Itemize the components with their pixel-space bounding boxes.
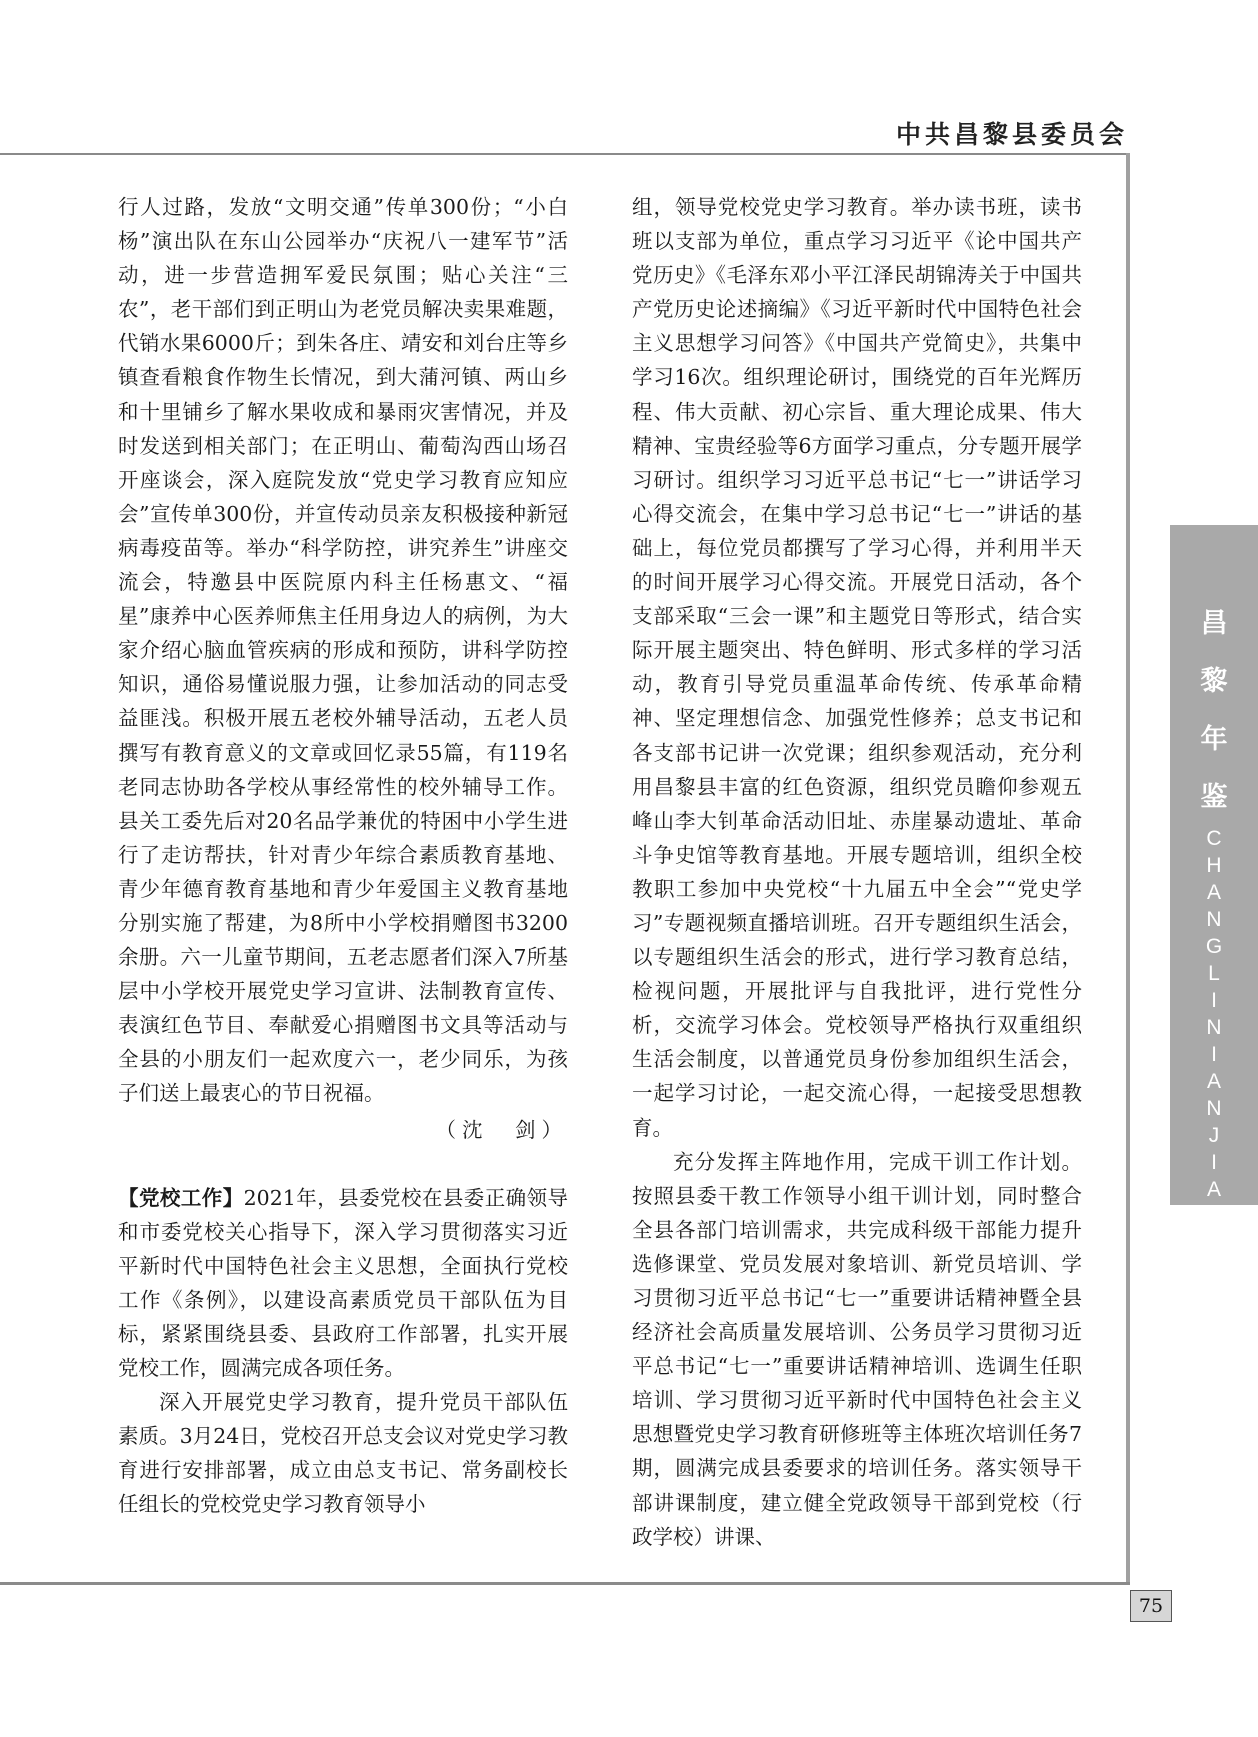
page-number: 75 <box>1130 1590 1172 1622</box>
paragraph: 组，领导党校党史学习教育。举办读书班，读书班以支部为单位，重点学习习近平《论中国共产党历史》《毛泽东邓小平江泽民胡锦涛关于中国共产党历史论述摘编》《习近平新时代中国特色社会主义思想学习问答》《中国共产党简史》，共集中学习16次。组织理论研讨，围绕党的百年光辉历程、伟大贡献、初心宗旨、重大理论成果、伟大精神、宝贵经验等6方面学习重点，分专题开展学习研讨。组织学习习近平总书记“七一”讲话学习心得交流会，在集中学习总书记“七一”讲话的基础上，每位党员都撰写了学习心得，并利用半天的时间开展学习心得交流。开展党日活动，各个支部采取“三会一课”和主题党日等形式，结合实际开展主题突出、特色鲜明、形式多样的学习活动，教育引导党员重温革命传统、传承革命精神、坚定理想信念、加强党性修养；总支书记和各支部书记讲一次党课；组织参观活动，充分利用昌黎县丰富的红色资源，组织党员瞻仰参观五峰山李大钊革命活动旧址、赤崖暴动遗址、革命斗争史馆等教育基地。开展专题培训，组织全校教职工参加中央党校“十九届五中全会”“党史学习”专题视频直播培训班。召开专题组织生活会，以专题组织生活会的形式，进行学习教育总结，检视问题，开展批评与自我批评，进行党性分析，交流学习体会。党校领导严格执行双重组织生活会制度，以普通党员身份参加组织生活会，一起学习讨论，一起交流心得，一起接受思想教育。 <box>632 195 1082 1140</box>
side-tab-letter: L <box>1208 962 1220 985</box>
side-tab-letter: H <box>1206 854 1222 877</box>
side-tab-letter: I <box>1211 1043 1217 1066</box>
side-tab-letter: I <box>1211 1151 1217 1174</box>
side-tab-char: 鉴 <box>1200 782 1228 813</box>
paragraph: 行人过路，发放“文明交通”传单300份；“小白杨”演出队在东山公园举办“庆祝八一建军节”活动，进一步营造拥军爱民氛围；贴心关注“三农”，老干部们到正明山为老党员解决卖果难题，代销水果6000斤；到朱各庄、靖安和刘台庄等乡镇查看粮食作物生长情况，到大蒲河镇、两山乡和十里铺乡了解水果收成和暴雨灾害情况，并及时发送到相关部门；在正明山、葡萄沟西山场召开座谈会，深入庭院发放“党史学习教育应知应会”宣传单300份，并宣传动员亲友积极接种新冠病毒疫苗等。举办“科学防控，讲究养生”讲座交流会，特邀县中医院原内科主任杨惠文、“福星”康养中心医养师焦主任用身边人的病例，为大家介绍心脑血管疾病的形成和预防，讲科学防控知识，通俗易懂说服力强，让参加活动的同志受益匪浅。积极开展五老校外辅导活动，五老人员撰写有教育意义的文章或回忆录55篇，有119名老同志协助各学校从事经常性的校外辅导工作。县关工委先后对20名品学兼优的特困中小学生进行了走访帮扶，针对青少年综合素质教育基地、青少年德育教育基地和青少年爱国主义教育基地分别实施了帮建，为8所中小学校捐赠图书3200余册。六一儿童节期间，五老志愿者们深入7所基层中小学校开展党史学习宣讲、法制教育宣传、表演红色节目、奉献爱心捐赠图书文具等活动与全县的小朋友们一起欢度六一，老少同乐，为孩子们送上最衷心的节日祝福。 <box>118 195 568 1106</box>
paragraph: 充分发挥主阵地作用，完成干训工作计划。按照县委干教工作领导小组干训计划，同时整合全县各部门培训需求，共完成科级干部能力提升选修课堂、党员发展对象培训、新党员培训、学习贯彻习近平总书记“七一”重要讲话精神暨全县经济社会高质量发展培训、公务员学习贯彻习近平总书记“七一”重要讲话精神培训、选调生任职培训、学习贯彻习近平新时代中国特色社会主义思想暨党史学习教育研修班等主体班次培训任务7期，圆满完成县委要求的培训任务。落实领导干部讲课制度，建立健全党政领导干部到党校（行政学校）讲课、 <box>632 1149 1082 1549</box>
side-tab-letter: C <box>1206 827 1222 850</box>
section-intro-text: 2021年，县委党校在县委正确领导和市委党校关心指导下，深入学习贯彻落实习近平新时代中国特色社会主义思想，全面执行党校工作《条例》，以建设高素质党员干部队伍为目标，紧紧围绕县委、县政府工作部署，扎实开展党校工作，圆满完成各项任务。 <box>118 1185 569 1381</box>
side-tab-letter: G <box>1205 935 1223 958</box>
side-tab-english-title <box>1170 825 1258 1230</box>
left-column <box>118 190 568 1522</box>
section-paragraph <box>118 1181 568 1386</box>
section-heading: 【党校工作】 <box>118 1185 244 1210</box>
side-tab-letter: I <box>1211 989 1217 1012</box>
side-tab-chinese-title <box>1170 595 1258 827</box>
side-tab-letter: A <box>1206 1178 1221 1201</box>
side-tab-letter: N <box>1206 1205 1222 1228</box>
side-tab-char: 年 <box>1200 724 1228 755</box>
side-tab-letter: N <box>1206 908 1222 931</box>
side-tab-char: 黎 <box>1200 666 1228 697</box>
side-tab-letter: A <box>1206 1070 1221 1093</box>
side-tab-letter: A <box>1206 881 1221 904</box>
frame-top-rule <box>0 153 1130 155</box>
running-header-title: 中共昌黎县委员会 <box>895 120 1128 149</box>
side-tab-letter: J <box>1208 1124 1220 1147</box>
side-tab-char: 昌 <box>1200 608 1228 639</box>
frame-bottom-rule <box>0 1582 1130 1585</box>
side-tab-letter: N <box>1206 1016 1222 1039</box>
frame-right-rule <box>1126 153 1130 1585</box>
paragraph: 深入开展党史学习教育，提升党员干部队伍素质。3月24日，党校召开总支会议对党史学习教育进行安排部署，成立由总支书记、常务副校长任组长的党校党史学习教育领导小 <box>118 1390 568 1517</box>
side-tab <box>1170 525 1258 1228</box>
right-column <box>632 190 1082 1554</box>
author-credit: （沈 剑） <box>435 1117 568 1142</box>
side-tab-letter: N <box>1206 1097 1222 1120</box>
